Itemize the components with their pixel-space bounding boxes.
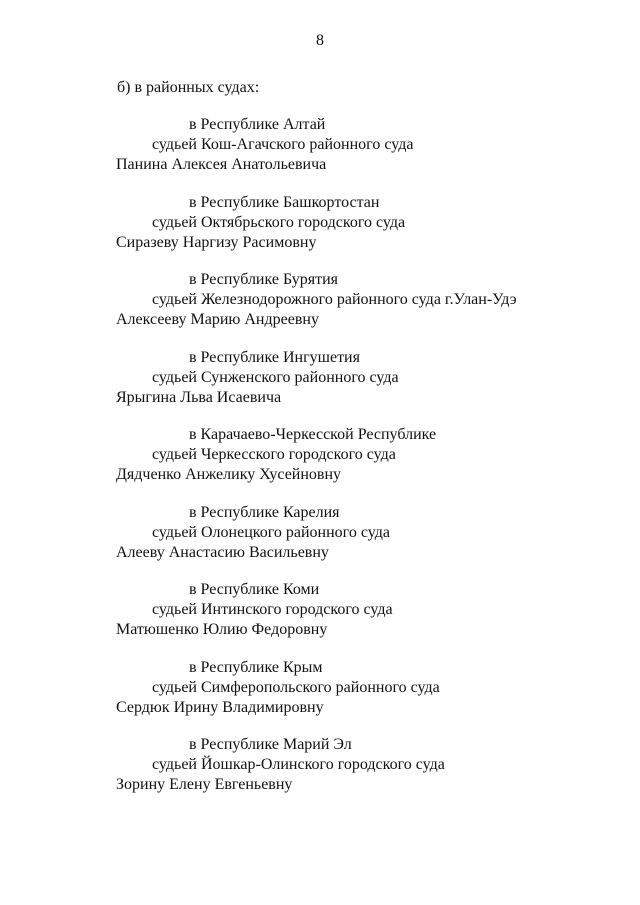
region-line: в Республике Башкортостан — [189, 193, 380, 211]
region-line: в Республике Бурятия — [189, 271, 339, 288]
person-line: Матюшенко Юлию Федоровну — [116, 621, 328, 638]
person-line: Ярыгина Льва Исаевича — [116, 388, 282, 406]
court-line: судьей Симферопольского районного суда — [152, 678, 440, 696]
court-line: судьей Сунженского районного суда — [152, 368, 399, 386]
region-line: в Республике Карелия — [189, 503, 340, 521]
court-line: судьей Черкесского городского суда — [152, 446, 396, 463]
region-line: в Республике Марий Эл — [189, 736, 352, 753]
region-line: в Республике Коми — [189, 581, 320, 598]
court-line: судьей Йошкар-Олинского городского суда — [152, 756, 445, 773]
appointment-entry — [0, 193, 640, 271]
appointment-entry — [0, 115, 640, 193]
person-line: Сиразеву Наргизу Расимовну — [116, 233, 317, 251]
region-line: в Республике Алтай — [189, 116, 326, 133]
appointment-entry — [0, 580, 640, 658]
section-heading: б) в районных судах: — [117, 79, 260, 96]
court-line: судьей Железнодорожного районного суда г.Улан-Удэ — [152, 291, 517, 308]
court-line: судьей Октябрьского городского суда — [152, 213, 406, 231]
appointment-entry — [0, 658, 640, 736]
appointment-entry — [0, 425, 640, 503]
appointment-entry — [0, 348, 640, 426]
appointment-entry — [0, 503, 640, 581]
court-line: судьей Кош-Агачского районного суда — [152, 136, 414, 153]
page-number: 8 — [316, 32, 324, 49]
person-line: Дядченко Анжелику Хусейновну — [116, 466, 342, 483]
appointment-entry — [0, 735, 640, 813]
court-line: судьей Интинского городского суда — [152, 601, 393, 618]
region-line: в Республике Крым — [189, 658, 323, 676]
appointment-entry — [0, 270, 640, 348]
region-line: в Карачаево-Черкесской Республике — [189, 426, 437, 443]
person-line: Сердюк Ирину Владимировну — [116, 698, 324, 716]
person-line: Алееву Анастасию Васильевну — [116, 543, 329, 561]
court-line: судьей Олонецкого районного суда — [152, 523, 390, 541]
region-line: в Республике Ингушетия — [189, 348, 360, 366]
person-line: Зорину Елену Евгеньевну — [116, 776, 293, 793]
person-line: Панина Алексея Анатольевича — [116, 156, 327, 173]
appointment-list — [0, 115, 640, 813]
person-line: Алексееву Марию Андреевну — [116, 311, 319, 328]
